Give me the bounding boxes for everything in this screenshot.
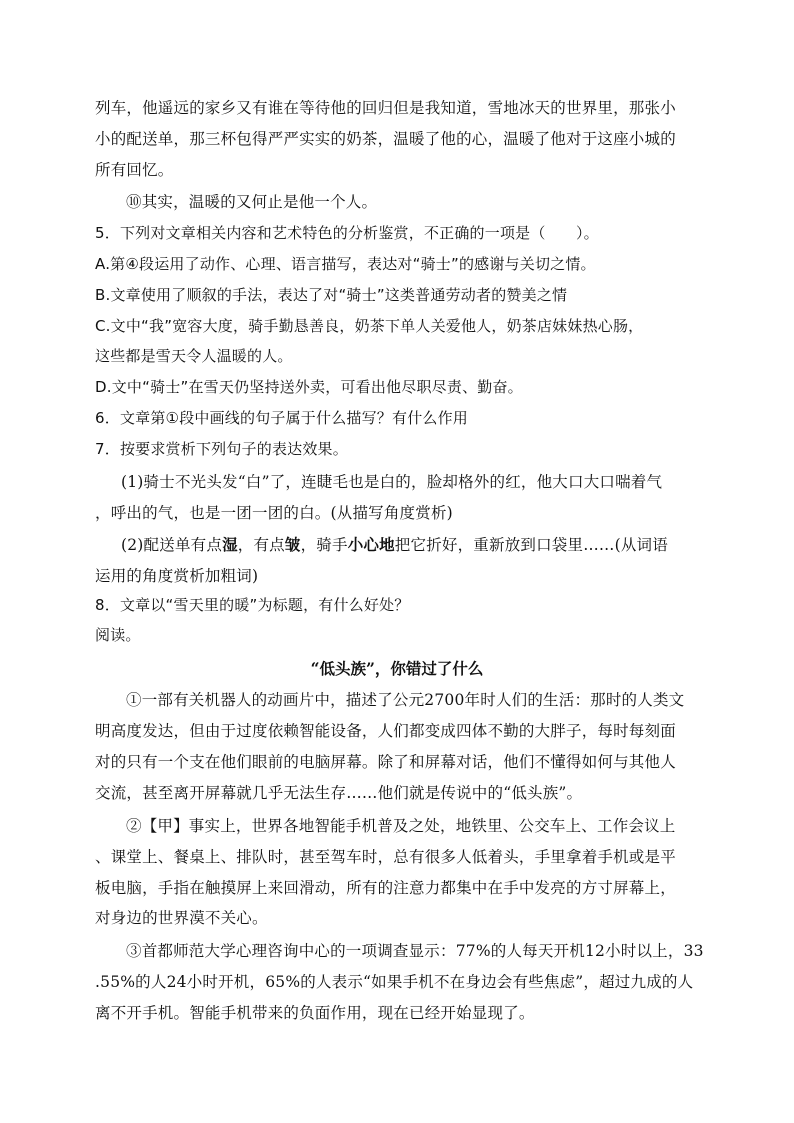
article-paragraph-1: ①一部有关机器人的动画片中，描述了公元2700年时人们的生活：那时的人类文 (126, 691, 685, 709)
question-7: 7．按要求赏析下列句子的表达效果。 (95, 440, 348, 458)
article-paragraph-3: ③首都师范大学心理咨询中心的一项调查显示：77%的人每天开机12小时以上，33 (126, 942, 704, 960)
article-paragraph-2: ②【甲】事实上，世界各地智能手机普及之处，地铁里、公交车上、工作会议上 (126, 817, 676, 835)
question-5: 5．下列对文章相关内容和艺术特色的分析鉴赏，不正确的一项是（ ）。 (95, 224, 599, 242)
option-c: C.文中“我”宽容大度，骑手勤恳善良，奶茶下单人关爱他人，奶茶店妹妹热心肠， (95, 317, 644, 335)
bold-word: 皱 (284, 535, 301, 554)
question-7-item-1: (1)骑士不光头发“白”了，连睫毛也是白的，脸却格外的红，他大口大口喘着气 (121, 473, 663, 491)
article-line: 对身边的世界漠不关心。 (95, 909, 268, 927)
option-a: A.第④段运用了动作、心理、语言描写，表达对“骑士”的感谢与关切之情。 (95, 255, 596, 273)
question-7-item-1-cont: ，呼出的气，也是一团一团的白。(从描写角度赏析) (95, 504, 453, 522)
article-line: 、课堂上、餐桌上、排队时，甚至驾车时，总有很多人低着头，手里拿着手机或是平 (95, 848, 676, 866)
story-line: 所有回忆。 (95, 161, 174, 179)
reading-label: 阅读。 (95, 626, 141, 644)
bold-word: 小心地 (347, 535, 395, 554)
article-line: 明高度发达，但由于过度依赖智能设备，人们都变成四体不勤的大胖子，每时每刻面 (95, 722, 676, 740)
story-paragraph-10: ⑩其实，温暖的又何止是他一个人。 (126, 193, 378, 211)
story-line: 列车，他遥远的家乡又有谁在等待他的回归但是我知道，雪地冰天的世界里，那张小 (95, 99, 676, 117)
question-7-item-2: (2)配送单有点湿，有点皱，骑手小心地把它折好，重新放到口袋里……(从词语 (121, 535, 668, 554)
option-d: D.文中“骑士”在雪天仍坚持送外卖，可看出他尽职尽责、勤奋。 (95, 378, 523, 396)
article-line: 离不开手机。智能手机带来的负面作用，现在已经开始显现了。 (95, 1004, 535, 1022)
article-line: .55%的人24小时开机，65%的人表示“如果手机不在身边会有些焦虑”，超过九成的人 (95, 973, 694, 991)
article-title: “低头族”，你错过了什么 (310, 659, 484, 678)
option-c-cont: 这些都是雪天令人温暖的人。 (95, 347, 293, 365)
question-8: 8．文章以“雪天里的暖”为标题，有什么好处？ (95, 596, 410, 614)
question-6: 6．文章第①段中画线的句子属于什么描写？有什么作用 (95, 409, 468, 427)
bold-word: 湿 (222, 535, 238, 554)
option-b: B.文章使用了顺叙的手法，表达了对“骑士”这类普通劳动者的赞美之情 (95, 286, 568, 304)
article-line: 对的只有一个支在他们眼前的电脑屏幕。除了和屏幕对话，他们不懂得如何与其他人 (95, 753, 676, 771)
article-line: 交流，甚至离开屏幕就几乎无法生存……他们就是传说中的“低头族”。 (95, 784, 583, 802)
question-7-item-2-cont: 运用的角度赏析加粗词) (95, 567, 259, 585)
article-line: 板电脑，手指在触摸屏上来回滑动，所有的注意力都集中在手中发亮的方寸屏幕上， (95, 879, 676, 897)
story-line: 小的配送单，那三杯包得严严实实的奶茶，温暖了他的心，温暖了他对于这座小城的 (95, 130, 676, 148)
